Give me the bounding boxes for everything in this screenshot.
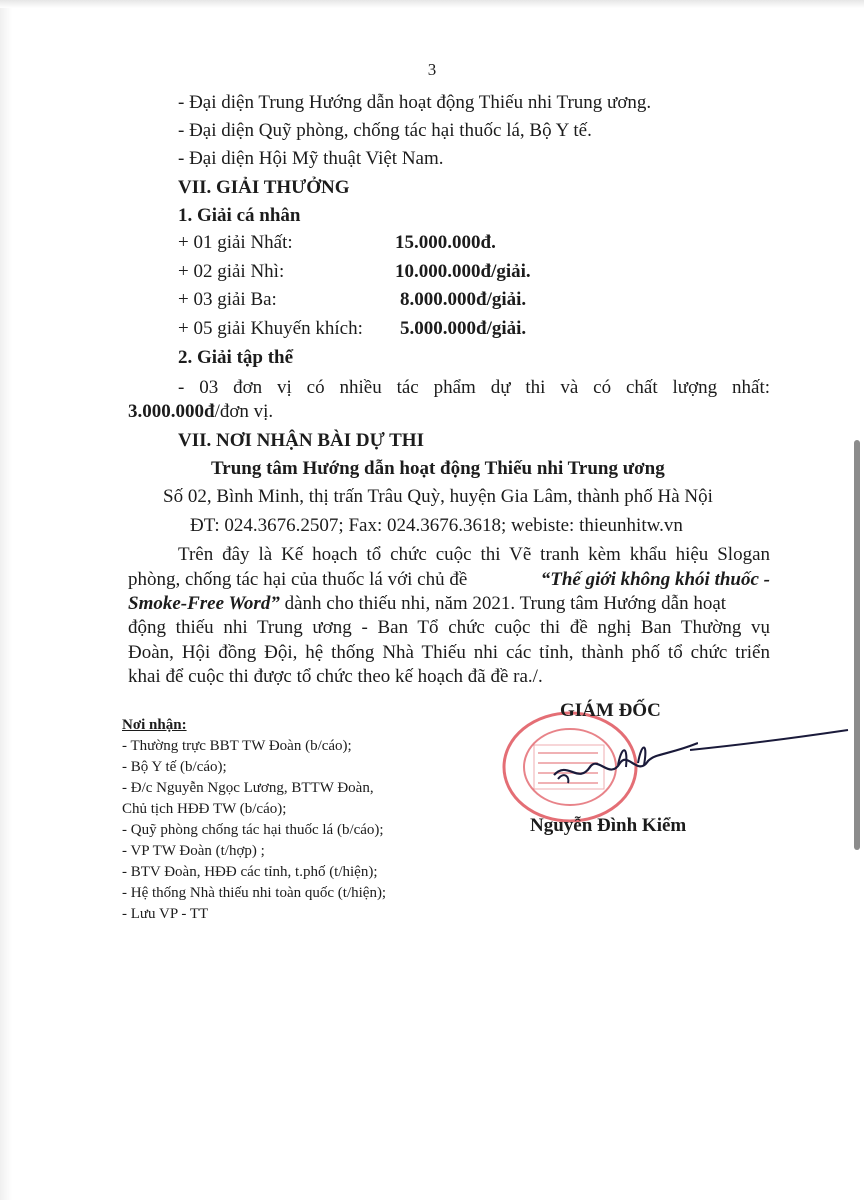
prize-value-second: 10.000.000đ/giải. xyxy=(395,261,531,282)
group-prize-text: - 03 đơn vị có nhiều tác phẩm dự thi và có chất lượng nhất: xyxy=(178,377,770,398)
recipient-item: - Thường trực BBT TW Đoàn (b/cáo); xyxy=(122,738,352,754)
recipient-item: - VP TW Đoàn (t/hợp) ; xyxy=(122,843,265,859)
recipient-item: - BTV Đoàn, HĐĐ các tỉnh, t.phố (t/hiện); xyxy=(122,864,378,880)
intro-item-2: - Đại diện Quỹ phòng, chống tác hại thuốc lá, Bộ Y tế. xyxy=(178,120,592,141)
page-edge-shadow xyxy=(0,0,12,1200)
signer-name: Nguyễn Đình Kiểm xyxy=(530,815,687,836)
prize-label-first: + 01 giải Nhất: xyxy=(178,232,293,253)
prize-label-third: + 03 giải Ba: xyxy=(178,289,277,310)
prize-label-encouragement: + 05 giải Khuyến khích: xyxy=(178,318,363,339)
recipient-item: - Đ/c Nguyễn Ngọc Lương, BTTW Đoàn, xyxy=(122,780,374,796)
section-awards-title: VII. GIẢI THƯỞNG xyxy=(178,177,350,198)
prize-label-second: + 02 giải Nhì: xyxy=(178,261,285,282)
signature-title: GIÁM ĐỐC xyxy=(560,700,661,721)
vertical-scrollbar[interactable] xyxy=(854,440,860,850)
page-number: 3 xyxy=(427,60,437,79)
recipients-heading: Nơi nhận: xyxy=(122,717,187,733)
recipient-item: - Hệ thống Nhà thiếu nhi toàn quốc (t/hiện); xyxy=(122,885,387,901)
intro-item-3: - Đại diện Hội Mỹ thuật Việt Nam. xyxy=(178,148,444,169)
closing-line-2: phòng, chống tác hại của thuốc lá với chủ đề “Thế giới không khói thuốc - xyxy=(128,569,770,590)
group-prize-title: 2. Giải tập thể xyxy=(178,347,294,368)
recipient-item: - Lưu VP - TT xyxy=(122,906,209,922)
group-prize-amount: 3.000.000đ/đơn vị. xyxy=(128,401,274,422)
official-seal xyxy=(498,705,698,825)
closing-line-3: Smoke-Free Word” dành cho thiếu nhi, năm 2021. Trung tâm Hướng dẫn hoạt xyxy=(128,593,727,614)
prize-value-third: 8.000.000đ/giải. xyxy=(400,289,527,310)
intro-item-1: - Đại diện Trung Hướng dẫn hoạt động Thiếu nhi Trung ương. xyxy=(178,92,652,113)
center-name: Trung tâm Hướng dẫn hoạt động Thiếu nhi Trung ương xyxy=(211,458,665,479)
closing-line-5: Đoàn, Hội đồng Đội, hệ thống Nhà Thiếu nhi các tỉnh, thành phố tổ chức triển xyxy=(128,642,770,663)
recipient-item: - Quỹ phòng chống tác hại thuốc lá (b/cáo); xyxy=(122,822,384,838)
closing-line-4: động thiếu nhi Trung ương - Ban Tổ chức cuộc thi đề nghị Ban Thường vụ xyxy=(128,617,770,638)
closing-line-1: Trên đây là Kế hoạch tổ chức cuộc thi Vẽ tranh kèm khẩu hiệu Slogan xyxy=(178,544,770,565)
signature-stroke xyxy=(690,728,850,758)
address: Số 02, Bình Minh, thị trấn Trâu Quỳ, huyện Gia Lâm, thành phố Hà Nội xyxy=(163,486,713,507)
individual-prize-title: 1. Giải cá nhân xyxy=(178,205,301,226)
page-top-shadow xyxy=(0,0,864,8)
prize-value-encouragement: 5.000.000đ/giải. xyxy=(400,318,527,339)
recipient-item: - Bộ Y tế (b/cáo); xyxy=(122,759,227,775)
closing-line-6: khai để cuộc thi được tổ chức theo kế hoạch đã đề ra./. xyxy=(128,666,543,687)
contact-info: ĐT: 024.3676.2507; Fax: 024.3676.3618; webiste: thieunhitw.vn xyxy=(190,515,683,536)
prize-value-first: 15.000.000đ. xyxy=(395,232,496,253)
recipient-item: Chủ tịch HĐĐ TW (b/cáo); xyxy=(122,801,287,817)
section-submission-title: VII. NƠI NHẬN BÀI DỰ THI xyxy=(178,430,424,451)
recipients-block xyxy=(122,715,452,925)
